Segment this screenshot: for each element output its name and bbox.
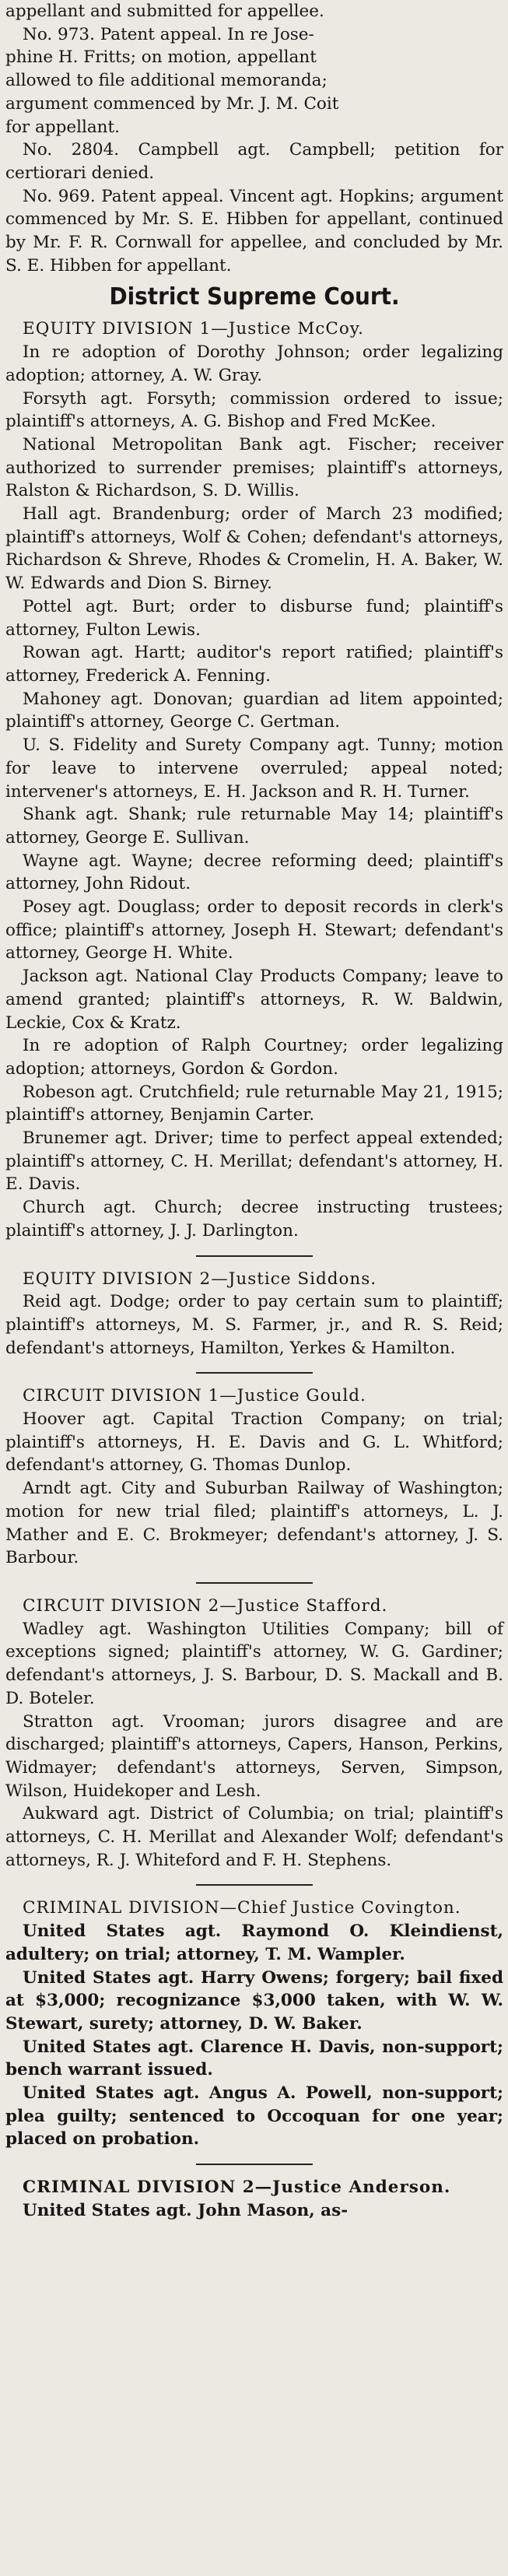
case-entry: In re adoption of Ralph Courtney; order legalizing adoption; attorneys, Gordon & Gordon. [5, 1036, 503, 1079]
case-entry: United States agt. Raymond O. Kleindienst, adultery; on trial; attorney, T. M. Wampler. [5, 1921, 503, 1964]
case-entry: United States agt. Angus A. Powell, non-support; plea guilty; sentenced to Occoquan for one year; placed on probation. [5, 2083, 503, 2150]
case-entry: No. 2804. Campbell agt. Campbell; petition for certiorari denied. [5, 140, 503, 183]
case-entry: Rowan agt. Hartt; auditor's report ratified; plaintiff's attorney, Frederick A. Fenning. [5, 643, 503, 686]
division-title: EQUITY DIVISION 2—Justice Siddons. [23, 1269, 377, 1289]
text-line: No. 973. Patent appeal. In re Jose- [23, 24, 314, 44]
case-entry: United States agt. Clarence H. Davis, non-support; bench warrant issued. [5, 2037, 503, 2080]
case-entry: In re adoption of Dorothy Johnson; order legalizing adoption; attorney, A. W. Gray. [5, 342, 503, 385]
divider-rule [196, 2164, 313, 2165]
case-entry: Posey agt. Douglass; order to deposit records in clerk's office; plaintiff's attorney, Joseph H. Stewart; defendant's attorney, George H. White. [5, 897, 503, 963]
divider-rule [196, 1372, 313, 1374]
division-title: CIRCUIT DIVISION 1—Justice Gould. [23, 1386, 366, 1406]
case-entry: Shank agt. Shank; rule returnable May 14; plaintiff's attorney, George E. Sullivan. [5, 805, 503, 848]
divider-rule [196, 1255, 313, 1257]
section-heading: District Supreme Court. [109, 283, 400, 311]
case-entry: Aukward agt. District of Columbia; on trial; plaintiff's attorneys, C. H. Merillat and Alexander Wolf; defendant's attorneys, R. J. Whiteford and F. H. Stephens. [5, 1804, 503, 1870]
case-entry: Wayne agt. Wayne; decree reforming deed; plaintiff's attorney, John Ridout. [5, 851, 503, 894]
division-title: EQUITY DIVISION 1—Justice McCoy. [23, 319, 364, 339]
criminal-division-2 [5, 2176, 503, 2222]
case-entry: Brunemer agt. Driver; time to perfect appeal extended; plaintiff's attorney, C. H. Merillat; defendant's attorney, H. E. Davis. [5, 1128, 503, 1195]
case-entry: Hoover agt. Capital Traction Company; on trial; plaintiff's attorneys, H. E. Davis and G. L. Whitford; defendant's attorney, G. Thomas Dunlop. [5, 1409, 503, 1476]
case-entry: Reid agt. Dodge; order to pay certain sum to plaintiff; plaintiff's attorneys, M. S. Farmer, jr., and R. S. Reid; defendant's attorneys, Hamilton, Yerkes & Hamilton. [5, 1292, 503, 1358]
divider-rule [196, 1884, 313, 1886]
case-entry: U. S. Fidelity and Surety Company agt. Tunny; motion for leave to intervene overruled; appeal noted; intervener's attorneys, E. H. Jackson and R. H. Turner. [5, 735, 503, 802]
text-line: for appellant. [5, 117, 120, 137]
case-entry: No. 969. Patent appeal. Vincent agt. Hopkins; argument commenced by Mr. S. E. Hibben for appellant, continued by Mr. F. R. Cornwall for appellee, and concluded by Mr. S. E. Hibben for appellant. [5, 186, 503, 275]
case-entry: Mahoney agt. Donovan; guardian ad litem appointed; plaintiff's attorney, George C. Gertman. [5, 689, 503, 732]
case-entry: Wadley agt. Washington Utilities Company; bill of exceptions signed; plaintiff's attorney, W. G. Gardiner; defendant's attorneys, J. S. Barbour, D. S. Mackall and B. D. Boteler. [5, 1619, 503, 1708]
case-entry: Stratton agt. Vrooman; jurors disagree and are discharged; plaintiff's attorneys, Capers, Hanson, Perkins, Widmayer; defendant's attorneys, Serven, Simpson, Wilson, Huidekoper and Lesh. [5, 1711, 503, 1801]
case-entry: Forsyth agt. Forsyth; commission ordered to issue; plaintiff's attorneys, A. G. Bishop and Fred McKee. [5, 388, 503, 432]
court-of-appeals-continuation [5, 0, 503, 277]
case-entry: United States agt. Harry Owens; forgery; bail fixed at $3,000; recognizance $3,000 taken, with W. W. Stewart, surety; attorney, D. W. Baker. [5, 1967, 503, 2034]
division-title: CRIMINAL DIVISION 2—Justice Anderson. [23, 2178, 451, 2198]
division-title: CRIMINAL DIVISION—Chief Justice Covington. [23, 1898, 461, 1918]
circuit-division-2 [5, 1595, 503, 1872]
case-entry: Robeson agt. Crutchfield; rule returnable May 21, 1915; plaintiff's attorney, Benjamin Carter. [5, 1082, 503, 1125]
case-entry: National Metropolitan Bank agt. Fischer; receiver authorized to surrender premises; plaintiff's attorneys, Ralston & Richardson, S. D. Willis. [5, 434, 503, 501]
division-title: CIRCUIT DIVISION 2—Justice Stafford. [23, 1596, 388, 1616]
criminal-division-1 [5, 1897, 503, 2151]
equity-division-2 [5, 1268, 503, 1360]
divider-rule [196, 1582, 313, 1584]
case-entry: United States agt. John Mason, as- [23, 2200, 349, 2220]
case-entry: Jackson agt. National Clay Products Company; leave to amend granted; plaintiff's attorneys, R. W. Baldwin, Leckie, Cox & Kratz. [5, 967, 503, 1033]
circuit-division-1 [5, 1385, 503, 1570]
case-entry: Pottel agt. Burt; order to disburse fund; plaintiff's attorney, Fulton Lewis. [5, 596, 503, 640]
equity-division-1 [5, 318, 503, 1242]
text-line: appellant and submitted for appellee. [5, 2, 324, 21]
text-line: argument commenced by Mr. J. M. Coit [5, 93, 339, 114]
case-entry: Hall agt. Brandenburg; order of March 23 modified; plaintiff's attorneys, Wolf & Cohen; defendant's attorneys, Richardson & Shreve, Rhodes & Cromelin, H. A. Baker, W. W. Edwards and Dion S. Birney. [5, 504, 503, 594]
case-entry: Arndt agt. City and Suburban Railway of Washington; motion for new trial filed; plaintiff's attorneys, L. J. Mather and E. C. Brokmeyer; defendant's attorney, J. S. Barbour. [5, 1479, 503, 1568]
text-line: allowed to file additional memoranda; [5, 71, 328, 91]
case-entry: Church agt. Church; decree instructing trustees; plaintiff's attorney, J. J. Darlington. [5, 1198, 503, 1241]
text-line: phine H. Fritts; on motion, appellant [5, 47, 317, 68]
